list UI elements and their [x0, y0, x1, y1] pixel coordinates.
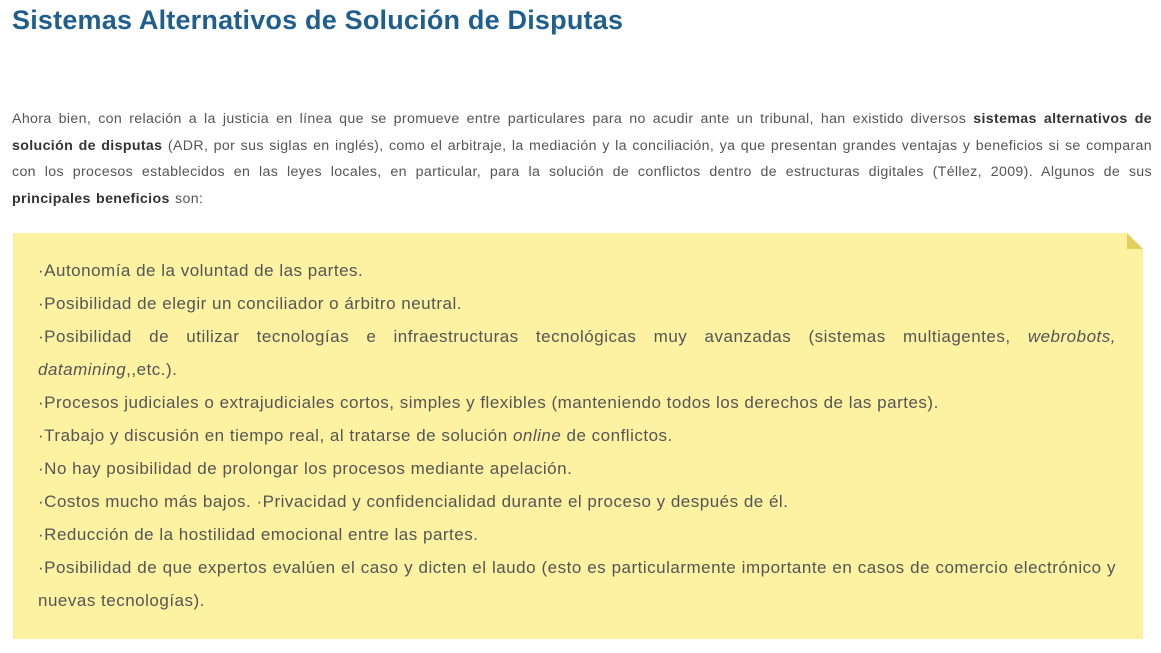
benefit-text: de conflictos. [561, 426, 673, 445]
intro-paragraph [12, 106, 1152, 212]
benefit-item: ·Reducción de la hostilidad emocional entre las partes. [38, 525, 479, 544]
benefit-item: ·No hay posibilidad de prolongar los procesos mediante apelación. [38, 459, 573, 478]
benefits-list [38, 254, 1116, 617]
benefit-item [38, 419, 1116, 452]
benefit-item: ·Costos mucho más bajos. ·Privacidad y confidencialidad durante el proceso y después de él. [38, 492, 789, 511]
benefit-italic-text: webrobots, datamining [38, 327, 1116, 379]
intro-bold-benefits: principales beneficios [12, 190, 170, 207]
benefit-item [38, 320, 1116, 386]
intro-bold-adr: sistemas alternativos de solución de disputas [12, 111, 1152, 154]
intro-text-3: son: [169, 190, 204, 207]
benefit-item: ·Posibilidad de que expertos evalúen el caso y dicten el laudo (esto es particularmente importante en casos de comercio electrónico y nuevas tecnologías). [38, 558, 1116, 610]
benefit-text: ,,etc.). [126, 360, 178, 379]
benefit-item: ·Autonomía de la voluntad de las partes. [38, 261, 364, 280]
note-corner-fold [1127, 233, 1143, 249]
benefit-italic-text: online [512, 426, 562, 445]
benefit-item: ·Procesos judiciales o extrajudiciales cortos, simples y flexibles (manteniendo todos los derechos de las partes). [38, 393, 939, 412]
benefit-text: ·Trabajo y discusión en tiempo real, al tratarse de solución [38, 426, 513, 445]
benefit-item: ·Posibilidad de elegir un conciliador o árbitro neutral. [38, 294, 462, 313]
intro-text-2: (ADR, por sus siglas en inglés), como el arbitraje, la mediación y la conciliación, ya que presentan grandes ventajas y beneficios si se comparan con los procesos establecidos en las leyes locales, en particular, para la solución de conflictos dentro de estructuras digitales (Téllez, 2009). Algunos de sus [12, 137, 1152, 180]
page-title: Sistemas Alternativos de Solución de Disputas [12, 5, 624, 35]
benefit-text: ·Posibilidad de utilizar tecnologías e infraestructuras tecnológicas muy avanzadas (sistemas multiagentes, [38, 327, 1028, 346]
intro-text-1: Ahora bien, con relación a la justicia en línea que se promueve entre particulares para no acudir ante un tribunal, han existido diversos [12, 111, 974, 127]
